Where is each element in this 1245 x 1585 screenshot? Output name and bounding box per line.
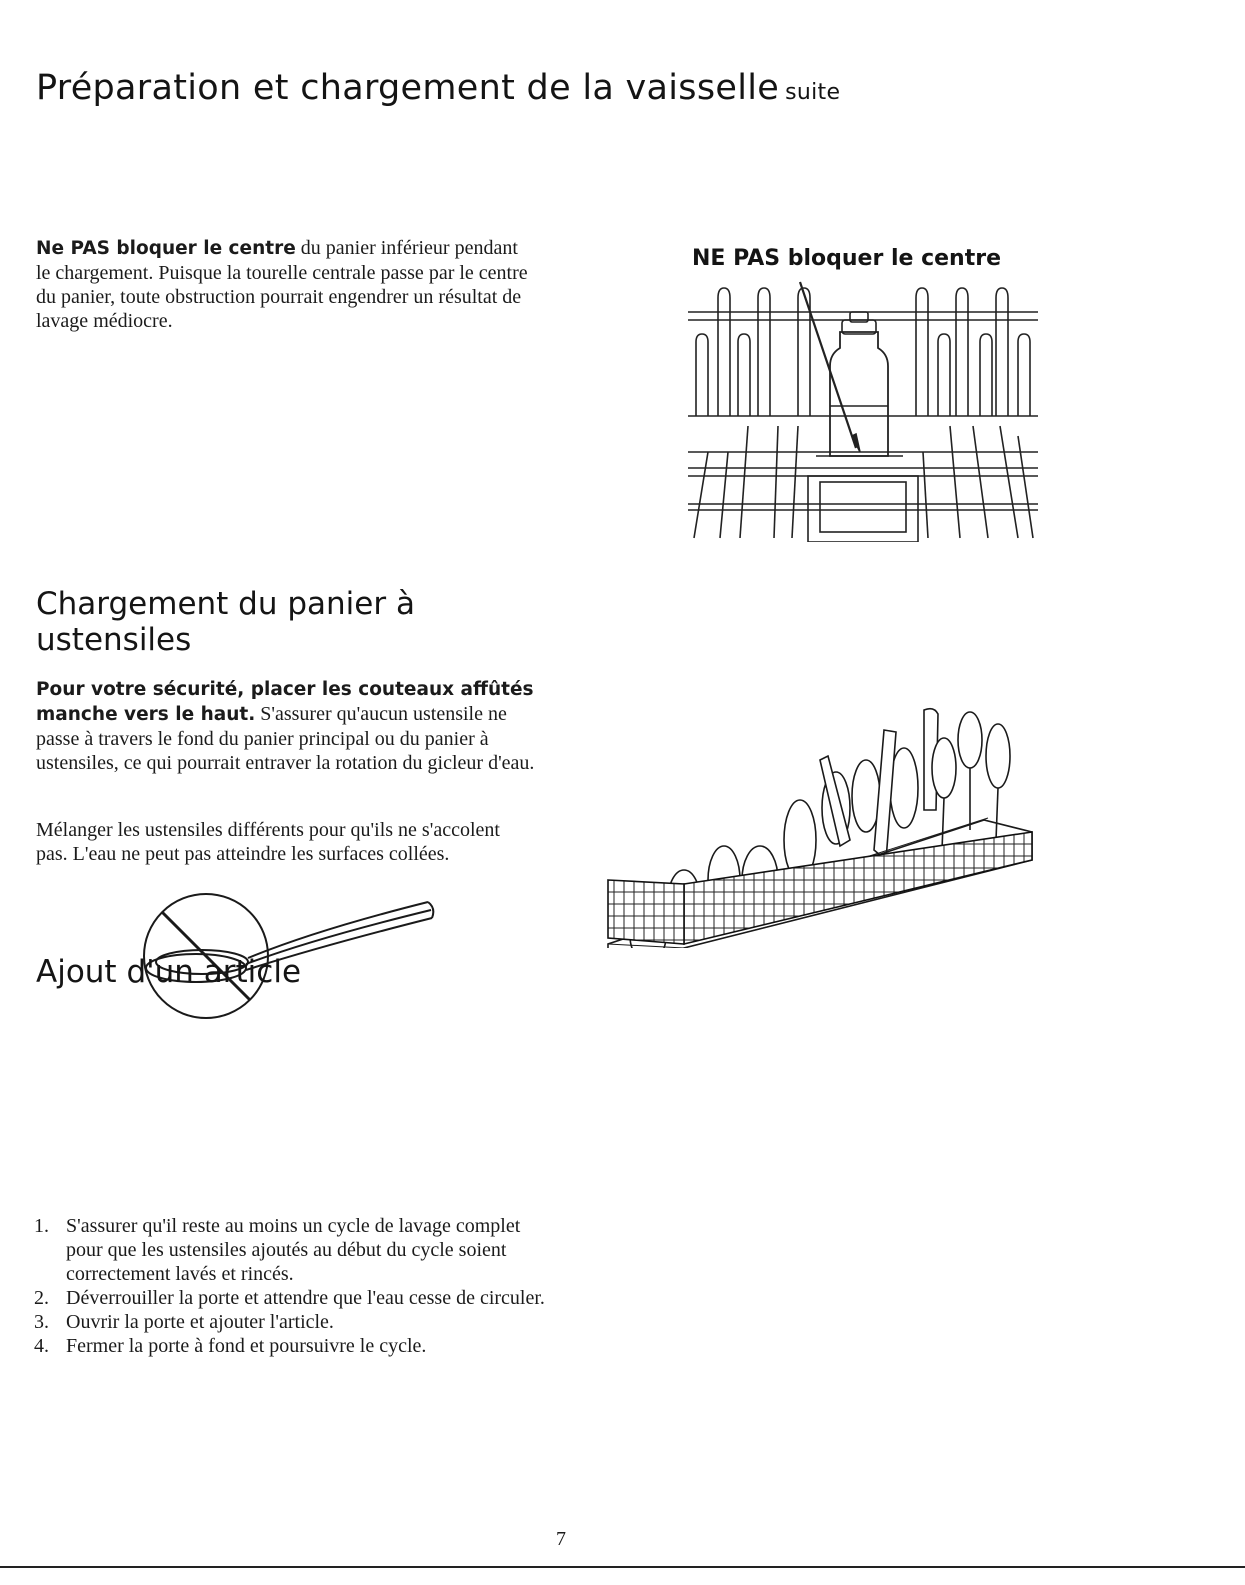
- page-number: 7: [556, 1528, 566, 1550]
- page-title-text: Préparation et chargement de la vaisselle: [36, 68, 780, 108]
- center-figure-label: NE PAS bloquer le centre: [692, 246, 1002, 271]
- step-number: 4.: [34, 1335, 49, 1357]
- utensil-text: S'assurer qu'aucun ustensile ne passe à travers le fond du panier principal ou du panier à ustensiles, ce qui pourrait entraver la rotation du gicleur d'eau.: [36, 703, 535, 774]
- utensil-paragraph-2: Mélanger les ustensiles différents pour qu'ils ne s'accolent pas. L'eau ne peut pas atteindre les surfaces collées.: [36, 819, 500, 865]
- utensil-section-heading: Chargement du panier à ustensiles: [36, 586, 415, 658]
- silverware-basket-grid: [604, 820, 1036, 948]
- utensil-paragraph: [36, 677, 536, 775]
- list-item: [34, 1310, 554, 1334]
- step-number: 1.: [34, 1215, 49, 1237]
- add-item-heading: Ajout d'un article: [36, 954, 302, 990]
- step-text: Déverrouiller la porte et attendre que l'eau cesse de circuler.: [66, 1287, 545, 1309]
- center-paragraph: [36, 236, 536, 333]
- utensil-lead: Pour votre sécurité, placer les couteaux affûtés manche vers le haut.: [36, 679, 534, 725]
- page-title: [36, 68, 840, 108]
- list-item: [34, 1334, 554, 1358]
- list-item: [34, 1214, 554, 1286]
- step-number: 2.: [34, 1287, 49, 1309]
- center-lead: Ne PAS bloquer le centre: [36, 238, 296, 259]
- add-item-steps: [34, 1214, 554, 1358]
- step-number: 3.: [34, 1311, 49, 1333]
- list-item: [34, 1286, 554, 1310]
- step-text: S'assurer qu'il reste au moins un cycle de lavage complet pour que les ustensiles ajoutés au début du cycle soient correctement lavés et rincés.: [66, 1215, 521, 1285]
- page-title-suffix: suite: [785, 80, 841, 105]
- center-text: du panier inférieur pendant le chargement. Puisque la tourelle centrale passe par le centre du panier, toute obstruction pourrait engendrer un résultat de lavage médiocre.: [36, 237, 528, 332]
- step-text: Ouvrir la porte et ajouter l'article.: [66, 1311, 334, 1333]
- dish-rack-center-illustration: [688, 276, 1038, 542]
- footer-rule: [0, 1566, 1245, 1568]
- step-text: Fermer la porte à fond et poursuivre le cycle.: [66, 1335, 427, 1357]
